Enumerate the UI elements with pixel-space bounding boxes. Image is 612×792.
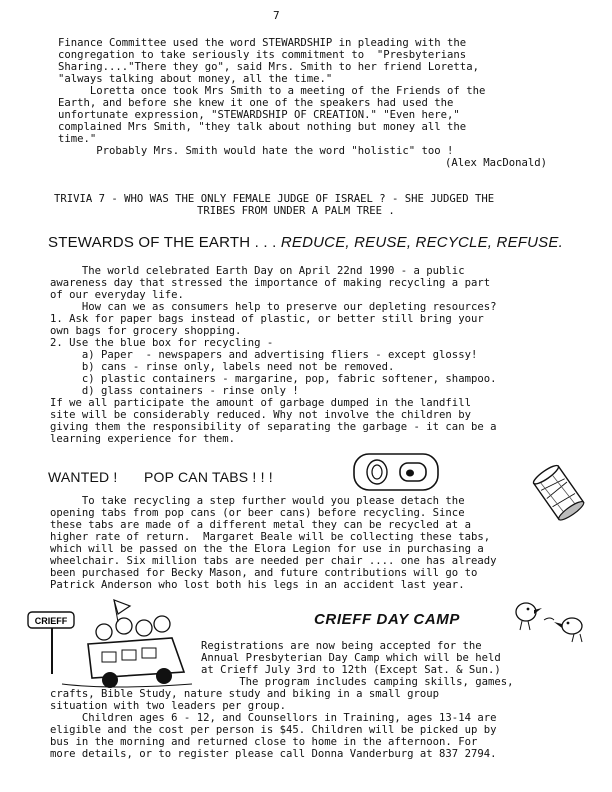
stewards-line: awareness day that stressed the importance of making recycling a part: [50, 277, 491, 289]
pop-can-tabs-heading: POP CAN TABS ! ! !: [144, 469, 273, 485]
camp-line: crafts, Bible Study, nature study and biking in a small group: [50, 688, 440, 700]
story-line: time.": [58, 133, 97, 145]
camp-line: The program includes camping skills, games,: [201, 676, 514, 688]
pop-tab-icon: [352, 452, 440, 492]
story-line: "always talking about money, all the time.": [58, 73, 333, 85]
camp-line: eligible and the cost per person is $45. Children will be picked up by: [50, 724, 497, 736]
wanted-line: been purchased for Becky Mason, and future contributions will go to: [50, 567, 478, 579]
wanted-heading: WANTED !: [48, 469, 118, 485]
stewards-line: d) glass containers - rinse only !: [50, 385, 299, 397]
wanted-line: which will be passed on the the Elora Legion for use in purchasing a: [50, 543, 484, 555]
trivia-line-2: TRIBES FROM UNDER A PALM TREE .: [197, 205, 395, 217]
camp-line: at Crieff July 3rd to 12th (Except Sat. & Sun.): [201, 664, 501, 676]
camp-line: bus in the morning and returned close to home in the afternoon. For: [50, 736, 478, 748]
stewards-line: If we all participate the amount of garbage dumped in the landfill: [50, 397, 471, 409]
stewards-heading-italic: REDUCE, REUSE, RECYCLE, REFUSE.: [280, 234, 563, 251]
crieff-sign-label: CRIEFF: [34, 616, 68, 626]
birds-illustration: [500, 590, 600, 652]
story-line: Earth, and before she knew it one of the speakers had used the: [58, 97, 454, 109]
camp-line: Children ages 6 - 12, and Counsellors in Training, ages 13-14 are: [50, 712, 497, 724]
wanted-line: opening tabs from pop cans (or beer cans) before recycling. Since: [50, 507, 465, 519]
stewards-line: learning experience for them.: [50, 433, 235, 445]
wanted-line: Patrick Anderson who lost both his legs in an accident last year.: [50, 579, 465, 591]
wanted-line: higher rate of return. Margaret Beale will be collecting these tabs,: [50, 531, 491, 543]
story-line: complained Mrs Smith, "they talk about nothing but money all the: [58, 121, 467, 133]
trivia-line-1: TRIVIA 7 - WHO WAS THE ONLY FEMALE JUDGE OF ISRAEL ? - SHE JUDGED THE: [54, 193, 495, 205]
stewards-line: c) plastic containers - margarine, pop, fabric softener, shampoo.: [50, 373, 497, 385]
story-signature: (Alex MacDonald): [445, 157, 548, 169]
crushed-can-icon: [530, 462, 590, 524]
wanted-line: To take recycling a step further would you please detach the: [50, 495, 465, 507]
wanted-line: these tabs are made of a different metal they can be recycled at a: [50, 519, 471, 531]
stewards-line: of our everyday life.: [50, 289, 184, 301]
camp-line: Annual Presbyterian Day Camp which will be held: [201, 652, 501, 664]
story-line: congregation to take seriously its commitment to "Presbyterians: [58, 49, 467, 61]
camp-heading: CRIEFF DAY CAMP: [314, 611, 460, 628]
story-line: Probably Mrs. Smith would hate the word "holistic" too !: [58, 145, 454, 157]
stewards-heading: [48, 234, 563, 251]
stewards-line: giving them the responsibility of separating the garbage - it can be a: [50, 421, 497, 433]
stewards-line: 1. Ask for paper bags instead of plastic, or better still bring your: [50, 313, 484, 325]
camp-bus-illustration: [22, 592, 202, 692]
story-line: Finance Committee used the word STEWARDSHIP in pleading with the: [58, 37, 467, 49]
camp-line: situation with two leaders per group.: [50, 700, 286, 712]
camp-line: Registrations are now being accepted for the: [201, 640, 482, 652]
story-line: unfortunate expression, "STEWARDSHIP OF CREATION." "Even here,": [58, 109, 460, 121]
stewards-line: How can we as consumers help to preserve our depleting resources?: [50, 301, 497, 313]
stewards-line: The world celebrated Earth Day on April 22nd 1990 - a public: [50, 265, 465, 277]
camp-line: more details, or to register please call Donna Vanderburg at 837 2794.: [50, 748, 497, 760]
stewards-line: 2. Use the blue box for recycling -: [50, 337, 274, 349]
stewards-heading-plain: STEWARDS OF THE EARTH . . .: [48, 234, 277, 251]
stewards-line: a) Paper - newspapers and advertising fliers - except glossy!: [50, 349, 478, 361]
wanted-line: wheelchair. Six million tabs are needed per chair .... one has already: [50, 555, 497, 567]
story-line: Loretta once took Mrs Smith to a meeting of the Friends of the: [58, 85, 486, 97]
page-number: 7: [273, 9, 280, 22]
stewards-line: b) cans - rinse only, labels need not be removed.: [50, 361, 395, 373]
stewards-line: own bags for grocery shopping.: [50, 325, 242, 337]
story-line: Sharing...."There they go", said Mrs. Smith to her friend Loretta,: [58, 61, 479, 73]
stewards-line: site will be considerably reduced. Why not involve the children by: [50, 409, 471, 421]
